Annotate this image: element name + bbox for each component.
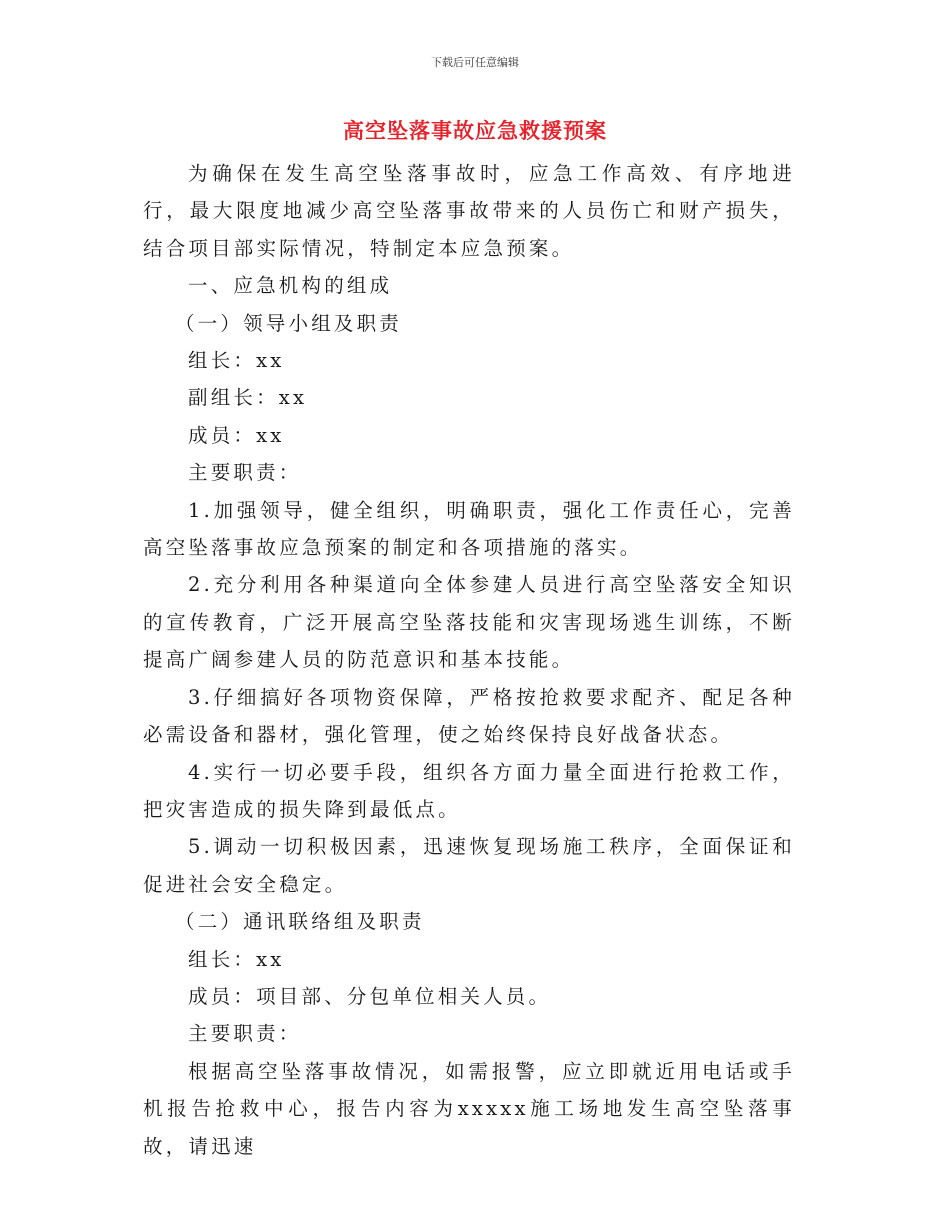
duty-item-4: 4.实行一切必要手段，组织各方面力量全面进行抢救工作，把灾害造成的损失降到最低点。 — [143, 760, 795, 821]
comm-duties-label: 主要职责： — [188, 1022, 302, 1046]
members-line: 成员：xx — [188, 423, 285, 447]
duty-item-2: 2.充分利用各种渠道向全体参建人员进行高空坠落安全知识的宣传教育，广泛开展高空坠落技能和灾害现场逃生训练，不断提高广阔参建人员的防范意识和基本技能。 — [143, 573, 795, 672]
header-note: 下载后可任意编辑 — [431, 56, 519, 69]
deputy-leader-line: 副组长：xx — [188, 386, 308, 410]
comm-duty-paragraph: 根据高空坠落事故情况，如需报警，应立即就近用电话或手机报告抢救中心，报告内容为xxxxx施工场地发生高空坠落事故，请迅速 — [143, 1059, 795, 1158]
duty-item-1: 1.加强领导，健全组织，明确职责，强化工作责任心，完善高空坠落事故应急预案的制定和各项措施的落实。 — [143, 498, 795, 560]
comm-members-line: 成员：项目部、分包单位相关人员。 — [188, 984, 552, 1008]
duty-item-3: 3.仔细搞好各项物资保障，严格按抢救要求配齐、配足各种必需设备和器材，强化管理，使之始终保持良好战备状态。 — [143, 685, 795, 747]
subsection-heading-leadership: （一）领导小组及职责 — [175, 311, 403, 335]
duty-item-5: 5.调动一切积极因素，迅速恢复现场施工秩序，全面保证和促进社会安全稳定。 — [143, 835, 795, 896]
leader-line: 组长：xx — [188, 349, 285, 373]
duties-label: 主要职责： — [188, 461, 302, 485]
comm-leader-line: 组长：xx — [188, 947, 285, 971]
subsection-heading-communication: （二）通讯联络组及职责 — [175, 910, 425, 934]
document-title: 高空坠落事故应急救援预案 — [343, 118, 607, 143]
paragraph-intro: 为确保在发生高空坠落事故时，应急工作高效、有序地进行，最大限度地减少高空坠落事故带来的人员伤亡和财产损失，结合项目部实际情况，特制定本应急预案。 — [143, 162, 795, 260]
document-body — [143, 155, 795, 1165]
section-heading-1: 一、应急机构的组成 — [188, 274, 393, 298]
